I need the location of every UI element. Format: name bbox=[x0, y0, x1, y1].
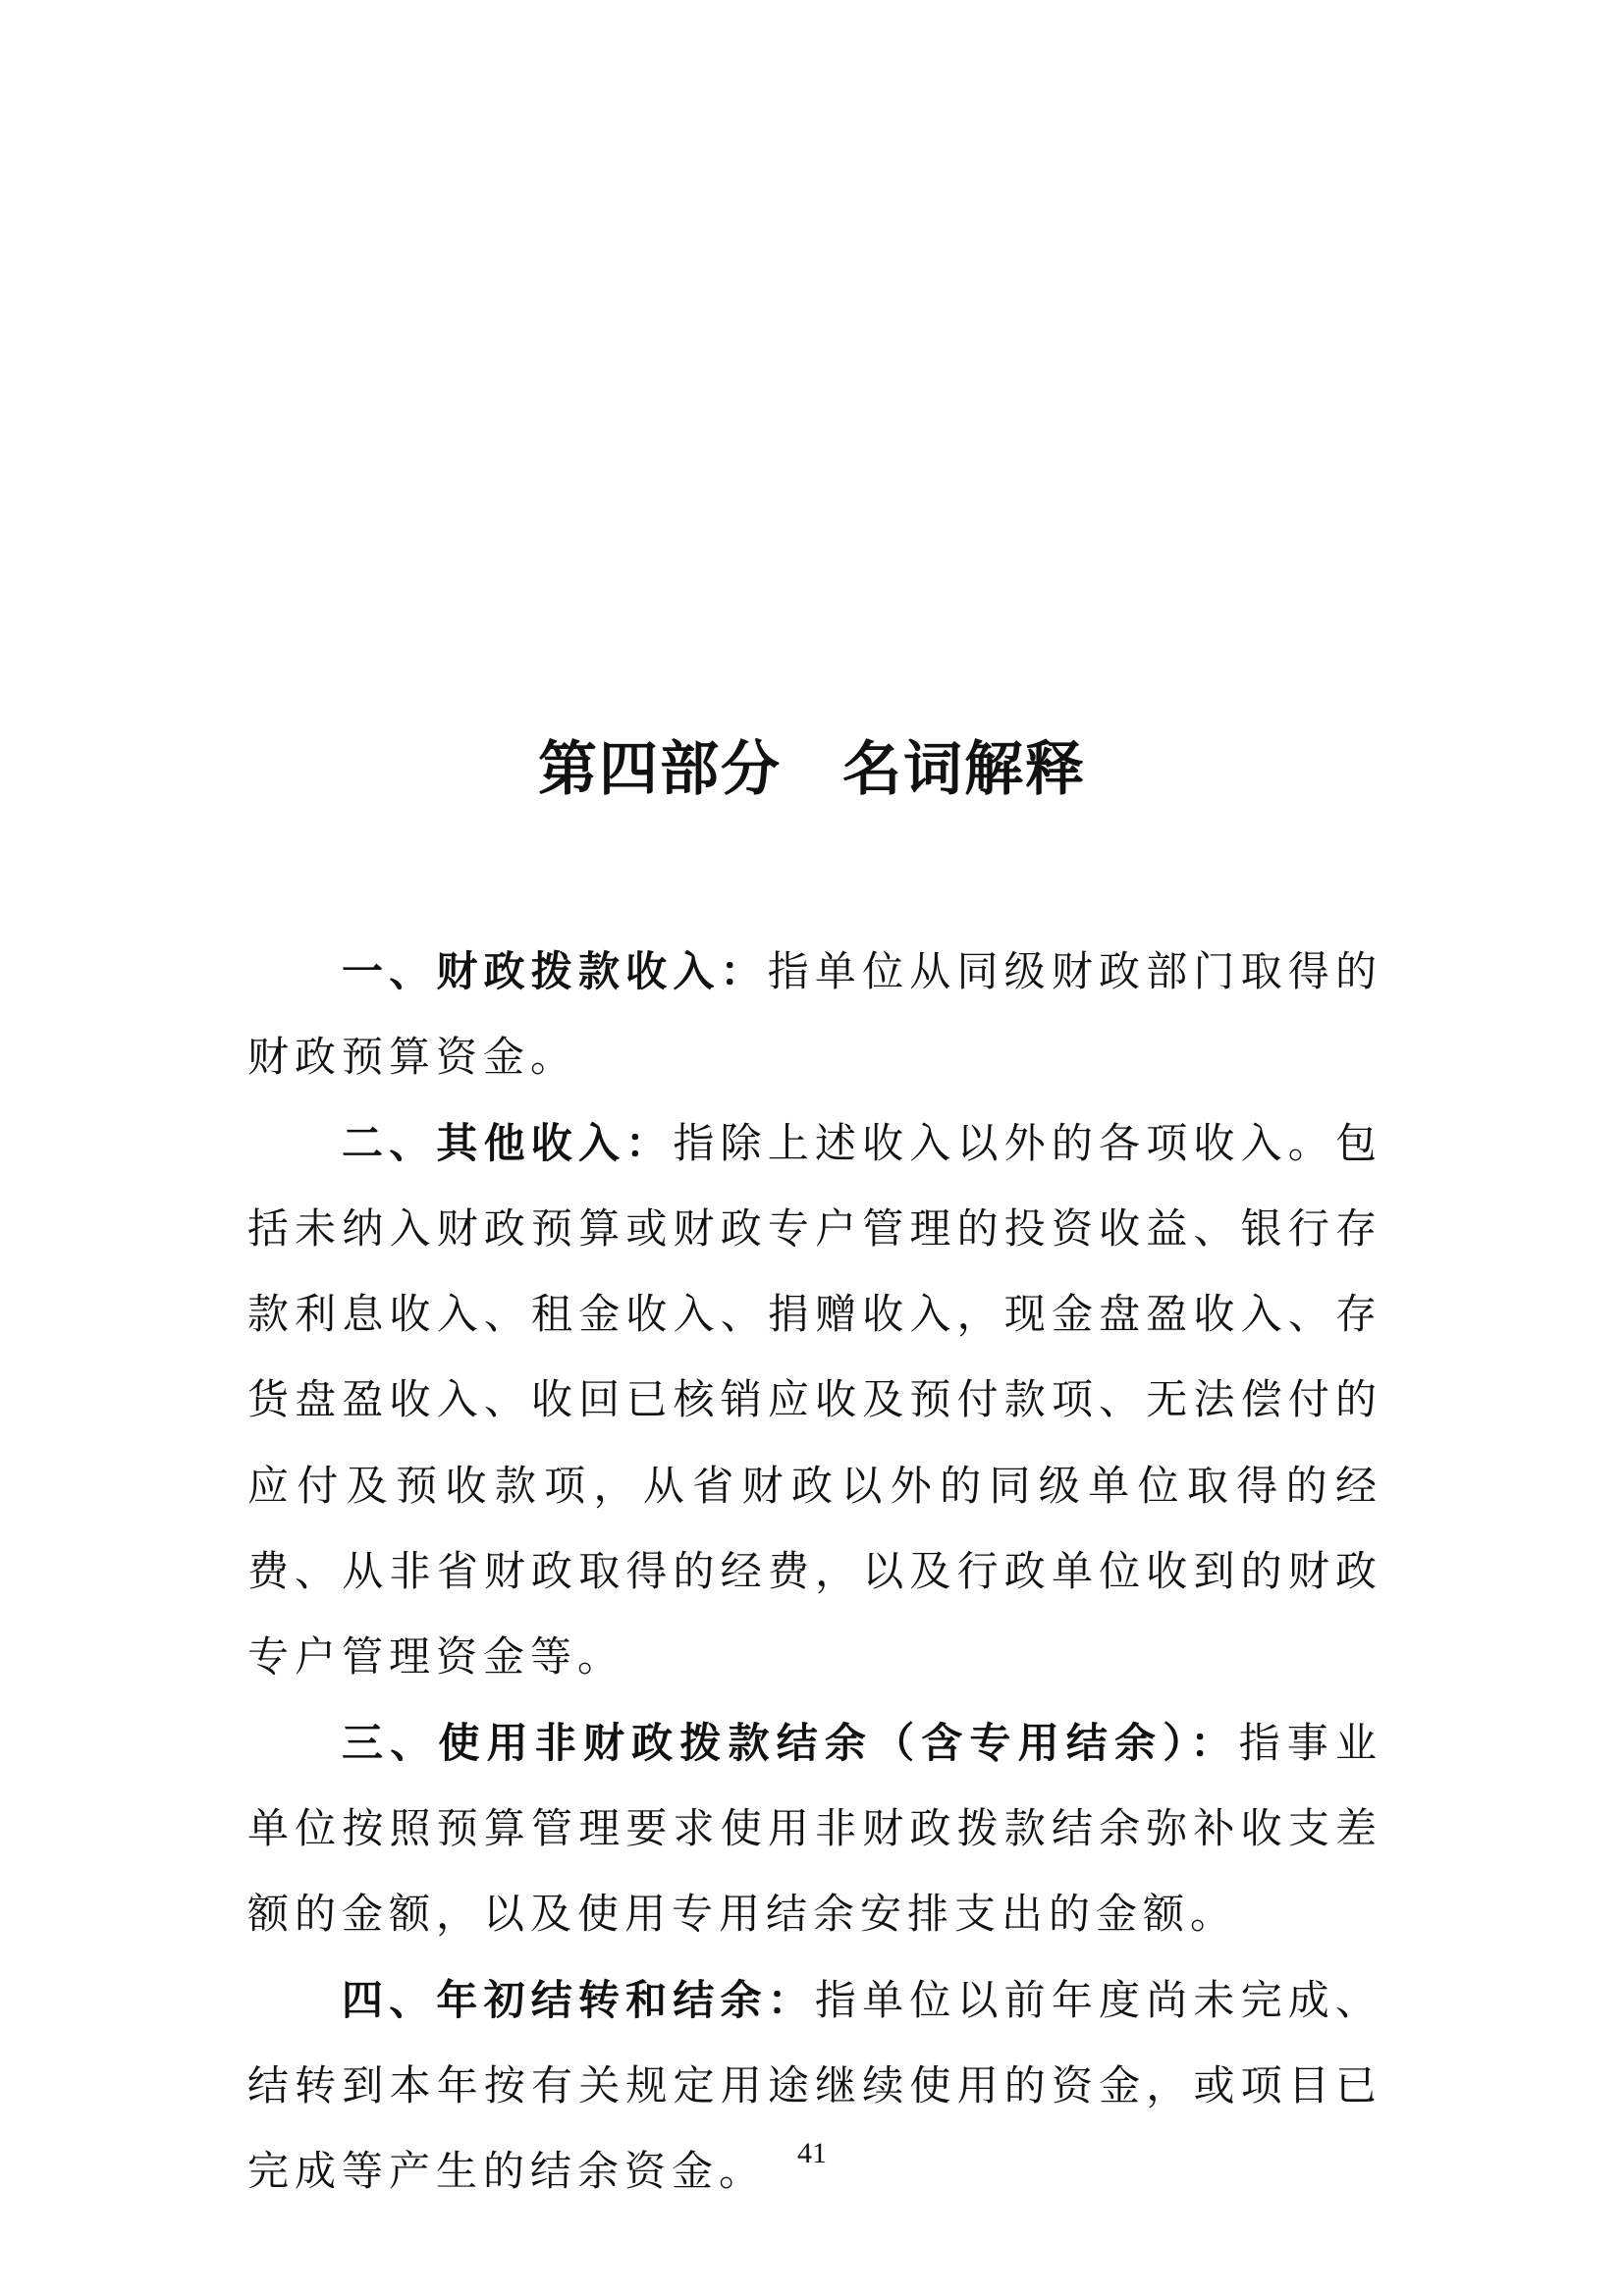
definition-term: 四、年初结转和结余： bbox=[342, 1975, 815, 2024]
definition-text: 指单位从同级财政部门取得的财政预算资金。 bbox=[247, 947, 1382, 1082]
definition-item bbox=[247, 1100, 1382, 1700]
page-title: 第四部分 名词解释 bbox=[538, 735, 1086, 804]
definition-item bbox=[247, 1700, 1382, 1957]
definition-term: 一、财政拨款收入： bbox=[342, 947, 768, 995]
definition-item bbox=[247, 929, 1382, 1100]
page-number: 41 bbox=[797, 2137, 827, 2169]
definition-term: 二、其他收入： bbox=[342, 1118, 674, 1167]
definitions-list bbox=[247, 929, 1382, 2214]
definition-item bbox=[247, 1957, 1382, 2215]
definition-term: 三、使用非财政拨款结余（含专用结余）： bbox=[342, 1718, 1239, 1767]
definition-text: 指除上述收入以外的各项收入。包括未纳入财政预算或财政专户管理的投资收益、银行存款利息收入、租金收入、捐赠收入，现金盘盈收入、存货盘盈收入、收回已核销应收及预付款项、无法偿付的应付及预收款项，从省财政以外的同级单位取得的经费、从非省财政取得的经费，以及行政单位收到的财政专户管理资金等。 bbox=[247, 1118, 1382, 1682]
definition-text: 指事业单位按照预算管理要求使用非财政拨款结余弥补收支差额的金额，以及使用专用结余安排支出的金额。 bbox=[247, 1718, 1382, 1939]
definition-text: 指单位以前年度尚未完成、结转到本年按有关规定用途继续使用的资金，或项目已完成等产生的结余资金。 bbox=[247, 1975, 1382, 2196]
